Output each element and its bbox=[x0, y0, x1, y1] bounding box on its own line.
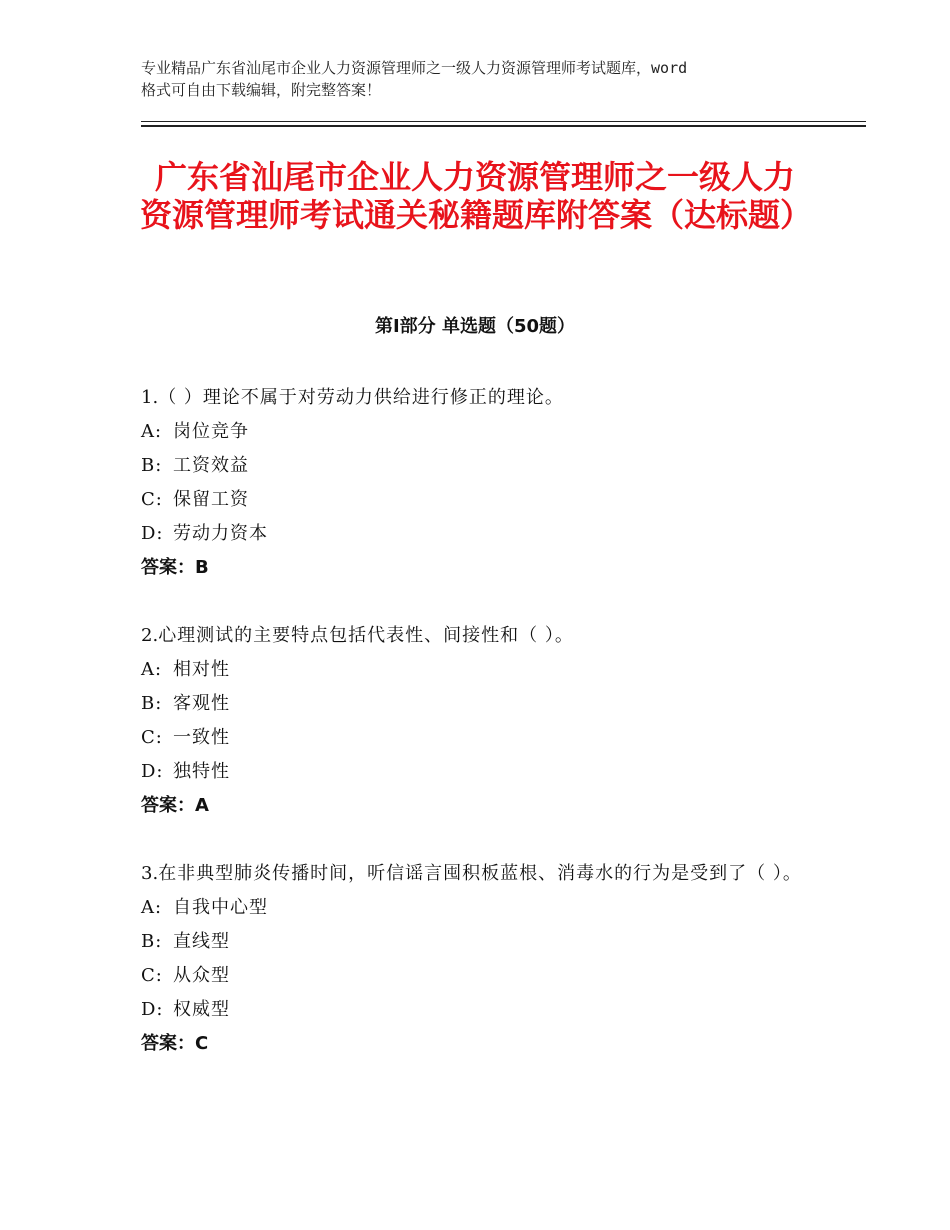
option-letter: B: bbox=[141, 931, 163, 952]
option-letter: A: bbox=[141, 659, 163, 680]
option-text: 劳动力资本 bbox=[173, 523, 268, 544]
option-letter: C: bbox=[141, 727, 163, 748]
header-divider-thin bbox=[141, 121, 866, 122]
question-2 bbox=[141, 619, 831, 823]
option-d bbox=[141, 993, 831, 1027]
answer-value: B bbox=[195, 557, 209, 578]
option-text: 直线型 bbox=[173, 931, 230, 952]
document-title: 广东省汕尾市企业人力资源管理师之一级人力资源管理师考试通关秘籍题库附答案（达标题） bbox=[140, 158, 813, 234]
option-c bbox=[141, 959, 831, 993]
answer-label: 答案： bbox=[141, 795, 195, 816]
option-c bbox=[141, 483, 831, 517]
question-text: 心理测试的主要特点包括代表性、间接性和（ ）。 bbox=[158, 625, 574, 646]
option-d bbox=[141, 517, 831, 551]
option-text: 自我中心型 bbox=[173, 897, 268, 918]
header-note-line-2: 格式可自由下载编辑，附完整答案！ bbox=[141, 81, 382, 99]
question-3 bbox=[141, 857, 831, 1061]
answer-label: 答案： bbox=[141, 1033, 195, 1054]
header-divider-thick bbox=[141, 125, 866, 127]
option-b bbox=[141, 925, 831, 959]
option-a bbox=[141, 891, 831, 925]
option-c bbox=[141, 721, 831, 755]
question-list bbox=[141, 381, 831, 1095]
option-text: 独特性 bbox=[173, 761, 230, 782]
option-letter: D: bbox=[141, 999, 164, 1020]
option-b bbox=[141, 449, 831, 483]
option-a bbox=[141, 415, 831, 449]
option-letter: D: bbox=[141, 761, 164, 782]
option-text: 工资效益 bbox=[173, 455, 249, 476]
option-a bbox=[141, 653, 831, 687]
option-letter: B: bbox=[141, 455, 163, 476]
option-letter: A: bbox=[141, 897, 163, 918]
question-text: （ ）理论不属于对劳动力供给进行修正的理论。 bbox=[158, 387, 564, 408]
option-text: 从众型 bbox=[173, 965, 230, 986]
answer bbox=[141, 551, 831, 585]
option-letter: D: bbox=[141, 523, 164, 544]
header-note bbox=[141, 57, 831, 101]
question-text: 在非典型肺炎传播时间，听信谣言囤积板蓝根、消毒水的行为是受到了（ ）。 bbox=[158, 863, 802, 884]
answer-value: C bbox=[195, 1033, 209, 1054]
option-text: 保留工资 bbox=[173, 489, 249, 510]
question-number: 1. bbox=[141, 387, 159, 408]
option-text: 一致性 bbox=[173, 727, 230, 748]
option-text: 权威型 bbox=[173, 999, 230, 1020]
question-stem bbox=[141, 619, 831, 653]
question-number: 2. bbox=[141, 625, 159, 646]
answer bbox=[141, 789, 831, 823]
question-1 bbox=[141, 381, 831, 585]
option-text: 相对性 bbox=[173, 659, 230, 680]
answer-label: 答案： bbox=[141, 557, 195, 578]
answer-value: A bbox=[195, 795, 209, 816]
answer bbox=[141, 1027, 831, 1061]
option-text: 客观性 bbox=[173, 693, 230, 714]
option-letter: C: bbox=[141, 965, 163, 986]
option-letter: C: bbox=[141, 489, 163, 510]
option-d bbox=[141, 755, 831, 789]
question-stem bbox=[141, 381, 831, 415]
option-letter: A: bbox=[141, 421, 163, 442]
option-b bbox=[141, 687, 831, 721]
option-letter: B: bbox=[141, 693, 163, 714]
option-text: 岗位竞争 bbox=[173, 421, 249, 442]
header-note-line-1: 专业精品广东省汕尾市企业人力资源管理师之一级人力资源管理师考试题库，word bbox=[141, 59, 688, 77]
question-number: 3. bbox=[141, 863, 159, 884]
section-title: 第Ⅰ部分 单选题（50题） bbox=[374, 316, 575, 337]
question-stem bbox=[141, 857, 831, 891]
